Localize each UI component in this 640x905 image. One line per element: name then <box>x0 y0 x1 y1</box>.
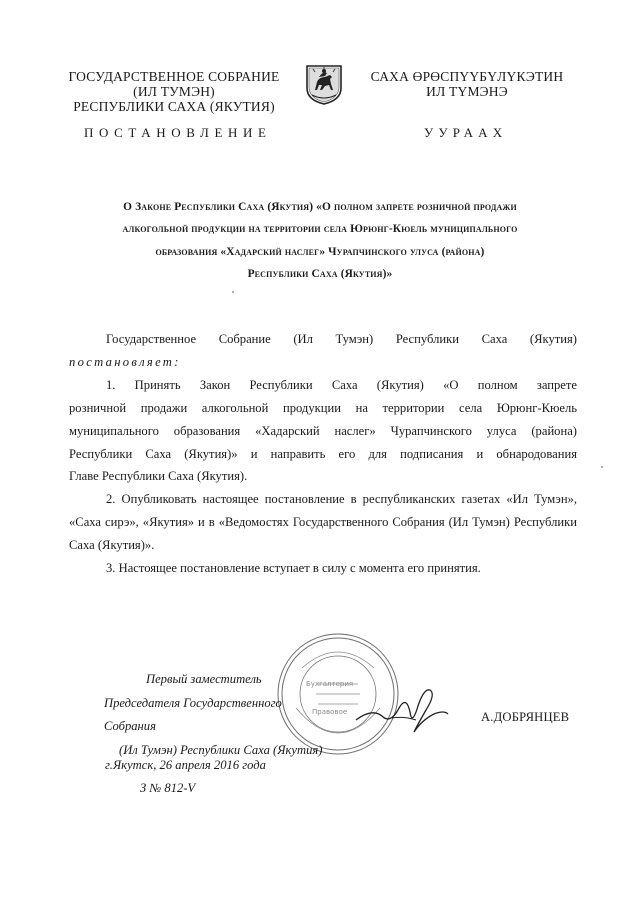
header-left-block <box>58 69 290 114</box>
signatory-name: А.ДОБРЯНЦЕВ <box>481 710 570 724</box>
signatory-title <box>104 668 332 762</box>
document-body <box>69 328 577 580</box>
item1-line1: 1. Принять Закон Республики Саха (Якутия) «О полном запрете <box>106 377 577 392</box>
coat-of-arms-icon <box>303 62 345 106</box>
decrees-verb: постановляет: <box>69 354 181 369</box>
decree-label-yakut: УУРААХ <box>424 125 508 140</box>
place-and-date: г.Якутск, 26 апреля 2016 года <box>105 758 266 772</box>
signatory-title-line1: Первый заместитель <box>146 672 262 686</box>
header-left-line3: РЕСПУБЛИКИ САХА (ЯКУТИЯ) <box>73 99 275 114</box>
title-line1: О Законе Республики Саха (Якутия) «О полном запрете розничной продажи <box>123 201 517 213</box>
item1-line2: розничной продажи алкогольной продукции на территории села Юрюнг-Кюель <box>69 400 577 415</box>
title-line3: образования «Хадарский наслег» Чурапчинского улуса (района) <box>155 245 485 258</box>
decree-label-russian: ПОСТАНОВЛЕНИЕ <box>84 125 272 140</box>
header-left-line1: ГОСУДАРСТВЕННОЕ СОБРАНИЕ <box>68 69 280 84</box>
intro-paragraph: Государственное Собрание (Ил Тумэн) Республики Саха (Якутия) <box>106 332 577 346</box>
item1-line5: Главе Республики Саха (Якутия). <box>69 469 248 484</box>
header-right-line2: ИЛ ТҮМЭНЭ <box>426 84 508 99</box>
item3-paragraph: 3. Настоящее постановление вступает в силу с момента его принятия. <box>106 561 481 576</box>
header-right-line1: САХА ӨРӨСПҮҮБҮЛҮКЭТИН <box>370 69 564 84</box>
header-right-block <box>356 69 578 99</box>
title-line4: Республики Саха (Якутия)» <box>247 268 393 281</box>
signatory-title-line2: Председателя Государственного Собрания <box>104 695 282 733</box>
handwritten-signature <box>352 680 452 740</box>
item2-paragraph: 2. Опубликовать настоящее постановление в республиканских газетах «Ил Тумэн», «Саха сирэ», «Якутия» и в «Ведомостях Государственного Собрания (Ил Тумэн) Республики Саха (Якутия)». <box>69 492 577 553</box>
svg-text:Правовое: Правовое <box>312 708 348 716</box>
scan-speck <box>601 466 603 468</box>
item1-line4: Республики Саха (Якутия)» и направить его для подписания и обнародования <box>69 446 577 461</box>
signatory-title-line3: (Ил Тумэн) Республики Саха (Якутия) <box>119 742 323 757</box>
item1-line3: муниципального образования «Хадарский наслег» Чурапчинского улуса (района) <box>69 423 577 438</box>
document-title <box>62 196 578 286</box>
scan-speck <box>232 291 234 293</box>
header-left-line2: (ИЛ ТУМЭН) <box>133 84 215 99</box>
title-line2: алкогольной продукции на территории села Юрюнг-Кюель муниципального <box>122 223 518 236</box>
svg-text:Бухгалтерия: Бухгалтерия <box>306 680 354 688</box>
document-number: З № 812-V <box>140 781 196 795</box>
